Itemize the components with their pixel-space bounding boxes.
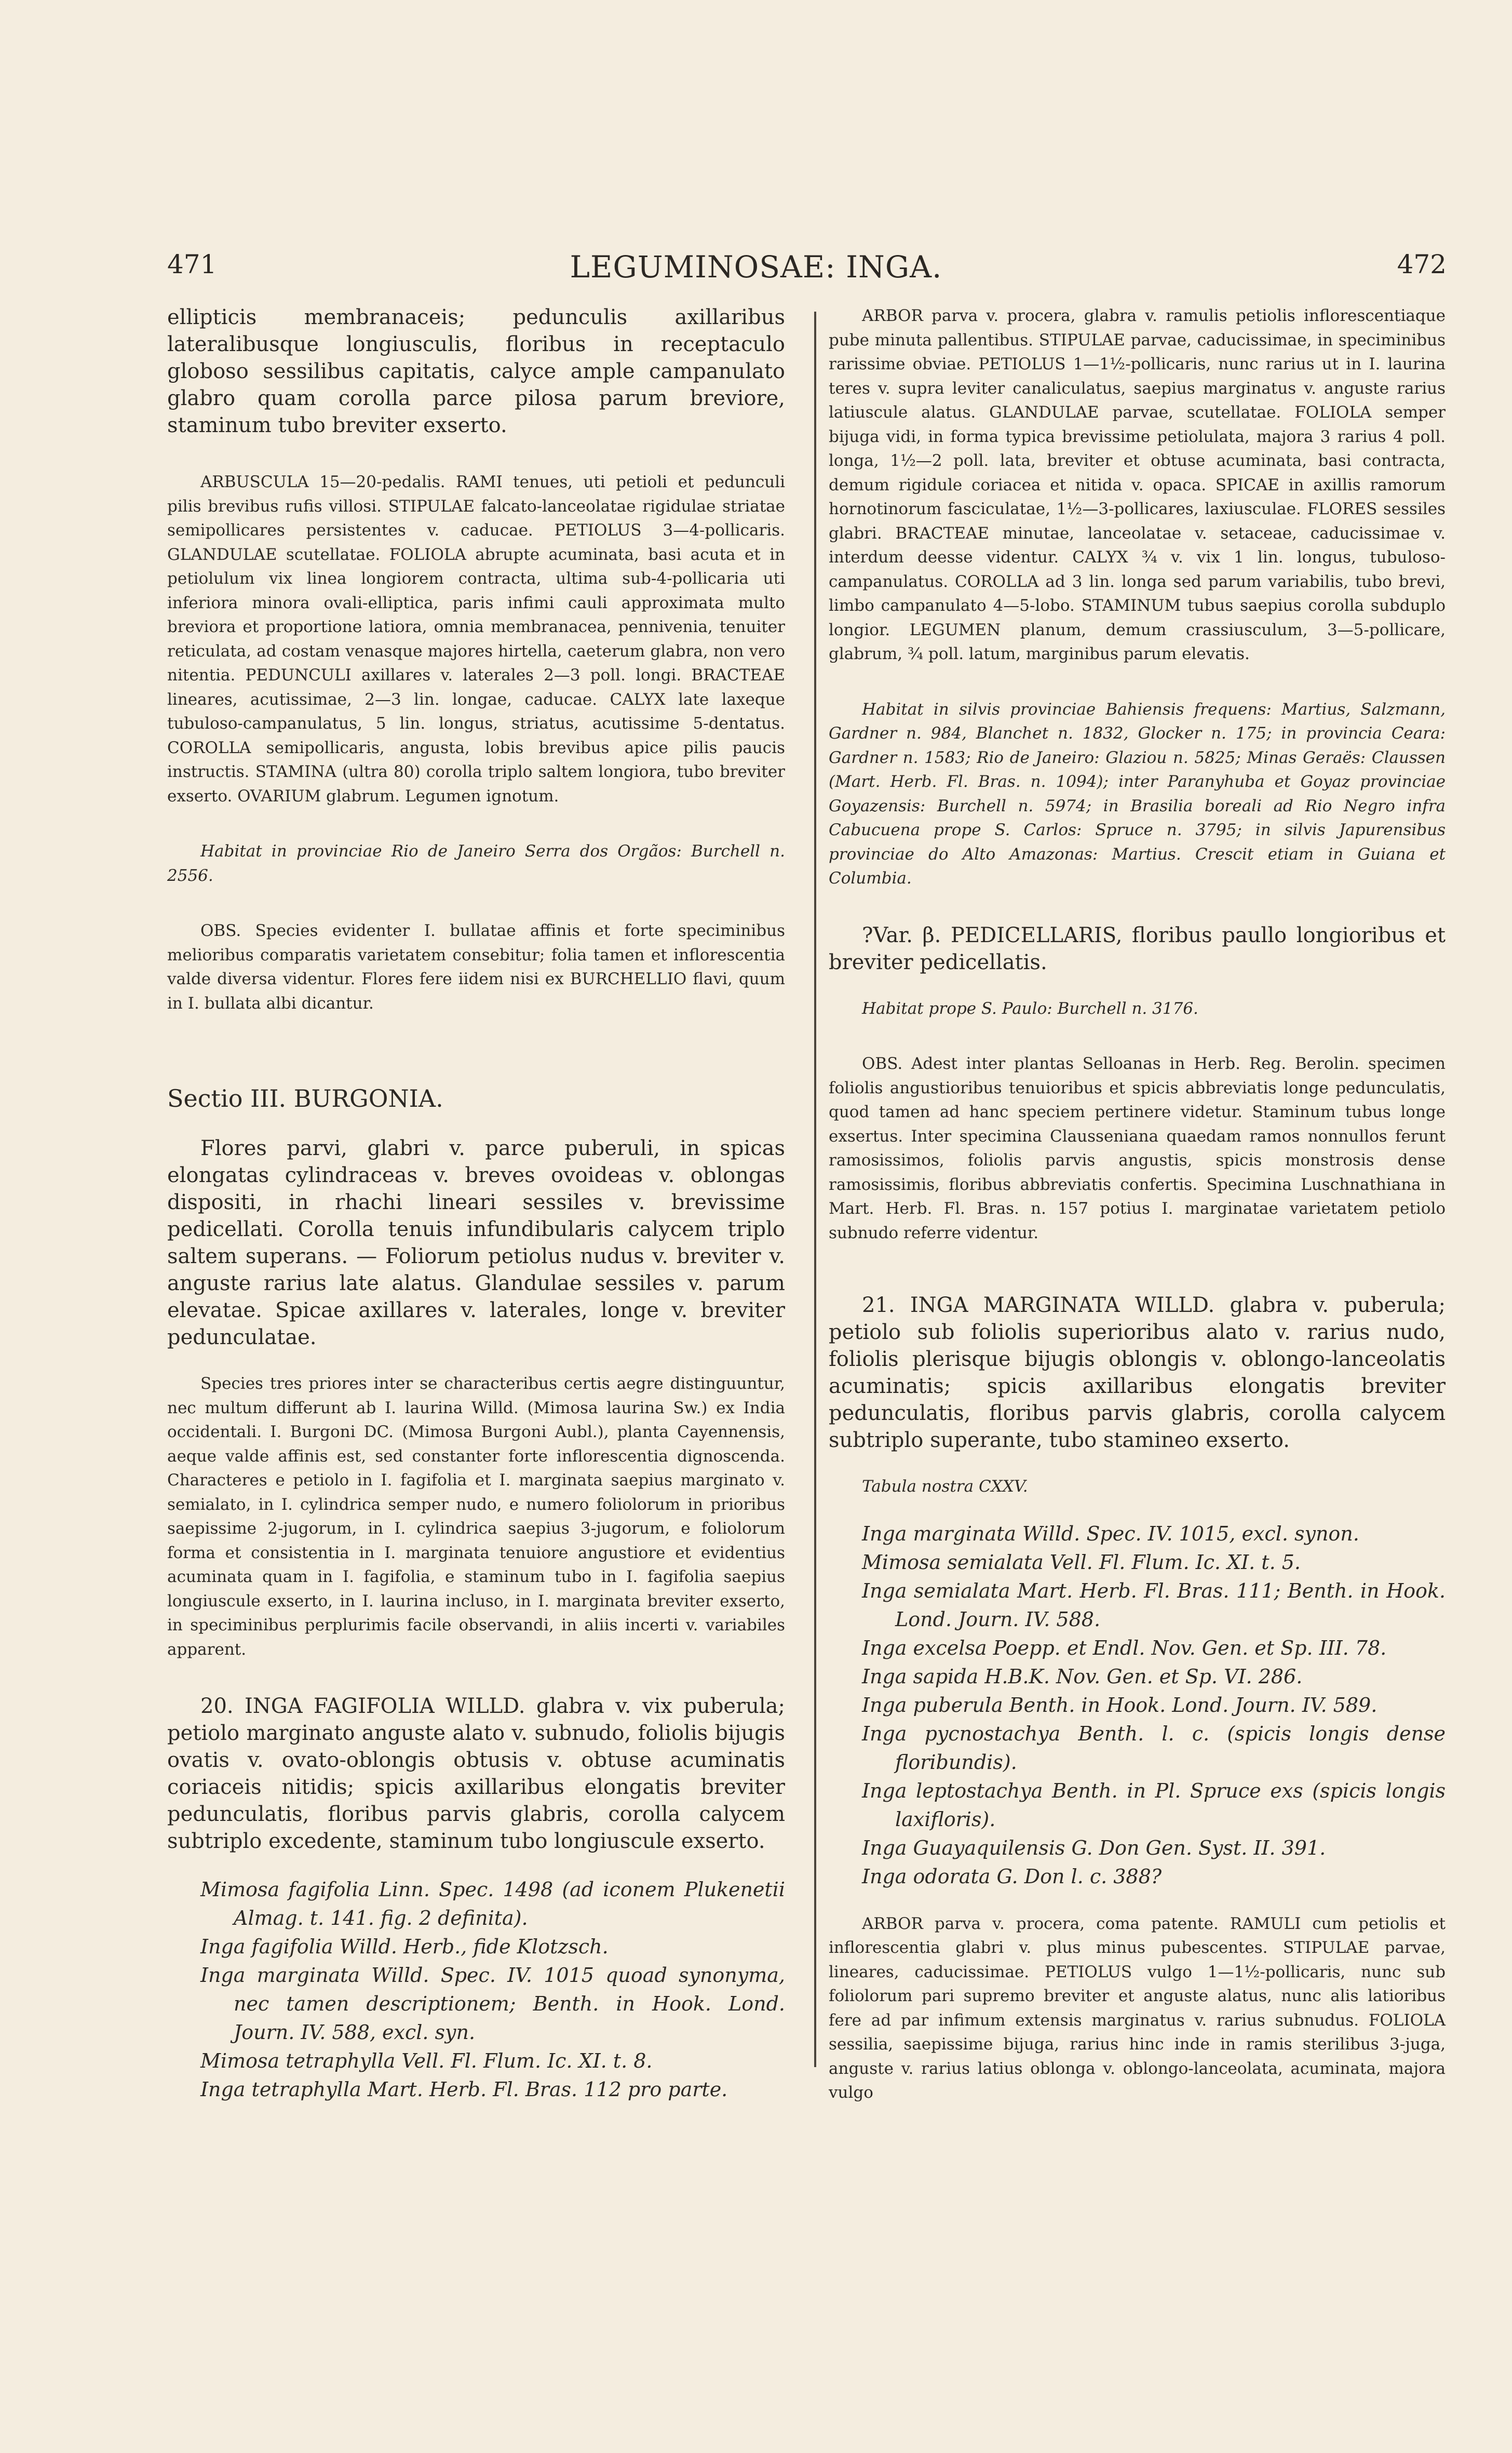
variety-note: ?Var. β. PEDICELLARIS, floribus paullo longioribus et breviter pedicellatis. (829, 923, 1446, 974)
page-number-left: 471 (167, 249, 217, 279)
section-notes: Species tres priores inter se characteribus certis aegre distinguuntur, nec multum differunt ab I. laurina Willd. (Mimosa laurina Sw.) ex India occidentali. I. Burgoni DC. (Mimosa Burgoni Aubl.), planta Cayennensis, aeque valde affinis est, sed constanter forte inflorescentia dignoscenda. Characteres e petiolo in I. fagifolia et I. marginata saepius marginato v. semialato, in I. cylindrica semper nudo, e numero foliolorum in prioribus saepissime 2-jugorum, in I. cylindrica saepius 3-jugorum, e foliolorum forma et consistentia in I. marginata tenuiore angustiore et evidentius acuminata quam in I. fagifolia, e staminum tubo in I. fagifolia saepius longiuscule exserto, in I. laurina incluso, in I. marginata breviter exserto, in speciminibus perplurimis facile observandi, in aliis incerti v. variabiles apparent. (167, 1374, 785, 1659)
synonym-line: Inga sapida H.B.K. Nov. Gen. et Sp. VI. 286. (862, 1665, 1303, 1688)
synonym-line: Mimosa fagifolia Linn. Spec. 1498 (ad iconem Plukenetii Almag. t. 141. fig. 2 definita). (200, 1878, 785, 1929)
species-21-synonyms (829, 1520, 1446, 1891)
habitat-note: Habitat in provinciae Rio de Janeiro Serra dos Orgãos: Burchell n. 2556. (167, 842, 785, 885)
species-21-description: ARBOR parva v. procera, coma patente. RAMULI cum petiolis et inflorescentia glabri v. plus minus pubescentes. STIPULAE parvae, lineares, caducissimae. PETIOLUS vulgo 1—1½-pollicaris, nunc sub foliolorum pari supremo breviter et anguste alatus, nunc alis latioribus fere ad par infimum extensis marginatus v. rarius subnudus. FOLIOLA sessilia, saepissime bijuga, rarius hinc inde in ramis sterilibus 3-juga, anguste v. rarius latius oblonga v. oblongo-lanceolata, acuminata, majora vulgo (829, 1914, 1446, 2102)
section-title: Sectio III. BURGONIA. (167, 1084, 443, 1112)
synonym-line: Mimosa tetraphylla Vell. Fl. Flum. Ic. XI. t. 8. (200, 2049, 653, 2072)
synonym-line: Inga semialata Mart. Herb. Fl. Bras. 111; Benth. in Hook. Lond. Journ. IV. 588. (862, 1579, 1446, 1631)
left-column (167, 304, 785, 2104)
synonym-line: Inga odorata G. Don l. c. 388? (862, 1865, 1162, 1888)
synonym-line: Inga excelsa Poepp. et Endl. Nov. Gen. et Sp. III. 78. (862, 1636, 1387, 1659)
synonym-line: Inga marginata Willd. Spec. IV. 1015, excl. synon. (862, 1522, 1359, 1545)
species-20-synonyms (167, 1875, 785, 2104)
section-description: Flores parvi, glabri v. parce puberuli, in spicas elongatas cylindraceas v. breves ovoideas v. oblongas dispositi, in rhachi lineari sessiles v. brevissime pedicellati. Corolla tenuis infundibularis calycem triplo saltem superans. — Foliorum petiolus nudus v. breviter v. anguste rarius late alatus. Glandulae sessiles v. parum elevatae. Spicae axillares v. laterales, longe v. breviter pedunculatae. (167, 1136, 785, 1349)
species-20-diagnosis: 20. INGA FAGIFOLIA WILLD. glabra v. vix puberula; petiolo marginato anguste alato v. subnudo, foliolis bijugis ovatis v. ovato-oblongis obtusis v. obtuse acuminatis coriaceis nitidis; spicis axillaribus elongatis breviter pedunculatis, floribus parvis glabris, corolla calycem subtriplo excedente, staminum tubo longiuscule exserto. (167, 1694, 785, 1853)
synonym-line: Inga puberula Benth. in Hook. Lond. Journ. IV. 589. (862, 1693, 1378, 1717)
species-description: ARBOR parva v. procera, glabra v. ramulis petiolis inflorescentiaque pube minuta pallentibus. STIPULAE parvae, caducissimae, in speciminibus rarissime obviae. PETIOLUS 1—1½-pollicaris, nunc rarius ut in I. laurina teres v. supra leviter canaliculatus, saepius marginatus v. anguste rarius latiuscule alatus. GLANDULAE parvae, scutellatae. FOLIOLA semper bijuga vidi, in forma typica brevissime petiolulata, majora 3 rarius 4 poll. longa, 1½—2 poll. lata, breviter et obtuse acuminata, basi contracta, demum rigidule coriacea et nitida v. opaca. SPICAE in axillis ramorum hornotinorum fasciculatae, 1½—3-pollicares, laxiusculae. FLORES sessiles glabri. BRACTEAE minutae, lanceolatae v. setaceae, caducissimae v. interdum deesse videntur. CALYX ¾ v. vix 1 lin. longus, tubuloso-campanulatus. COROLLA ad 3 lin. longa sed parum variabilis, tubo brevi, limbo campanulato 4—5-lobo. STAMINUM tubus saepius corolla subduplo longior. LEGUMEN planum, demum crassiusculum, 3—5-pollicare, glabrum, ¾ poll. latum, marginibus parum elevatis. (829, 306, 1446, 663)
observation-note: OBS. Species evidenter I. bullatae affinis et forte speciminibus melioribus comparatis varietatem consebitur; folia tamen et inflorescentia valde diversa videntur. Flores fere iidem nisi ex BURCHELLIO flavi, quum in I. bullata albi dicantur. (167, 921, 785, 1013)
habitat-note: Habitat in silvis provinciae Bahiensis frequens: Martius, Salzmann, Gardner n. 984, Blanchet n. 1832, Glocker n. 175; in provincia Ceara: Gardner n. 1583; Rio de Janeiro: Glaziou n. 5825; Minas Geraës: Claussen (Mart. Herb. Fl. Bras. n. 1094); inter Paranyhuba et Goyaz provinciae Goyazensis: Burchell n. 5974; in Brasilia boreali ad Rio Negro infra Cabucuena prope S. Carlos: Spruce n. 3795; in silvis Japurensibus provinciae do Alto Amazonas: Martius. Crescit etiam in Guiana et Columbia. (829, 700, 1446, 888)
variety-habitat: Habitat prope S. Paulo: Burchell n. 3176. (862, 999, 1198, 1018)
running-title: LEGUMINOSAE: INGA. (570, 249, 942, 285)
synonym-line: Inga pycnostachya Benth. l. c. (spicis longis dense floribundis). (862, 1722, 1446, 1774)
synonym-line: Inga leptostachya Benth. in Pl. Spruce exs (spicis longis laxifloris). (862, 1779, 1446, 1831)
plate-reference: Tabula nostra CXXV. (862, 1477, 1028, 1496)
synonym-line: Inga tetraphylla Mart. Herb. Fl. Bras. 112 pro parte. (200, 2078, 728, 2101)
species-21-diagnosis: 21. INGA MARGINATA WILLD. glabra v. puberula; petiolo sub foliolis superioribus alato v. rarius nudo, foliolis plerisque bijugis oblongis v. oblongo-lanceolatis acuminatis; spicis axillaribus elongatis breviter pedunculatis, floribus parvis glabris, corolla calycem subtriplo superante, tubo stamineo exserto. (829, 1293, 1446, 1452)
page-number-right: 472 (1397, 249, 1447, 279)
synonym-line: Inga fagifolia Willd. Herb., fide Klotzsch. (200, 1935, 609, 1958)
observation-note: OBS. Adest inter plantas Selloanas in Herb. Reg. Berolin. specimen foliolis angustioribus tenuioribus et spicis abbreviatis longe pedunculatis, quod tamen ad hanc speciem pertinere videtur. Staminum tubus longe exsertus. Inter specimina Clausseniana quaedam ramos nonnullos ferunt ramosissimos, foliolis parvis angustis, spicis monstrosis dense ramosissimis, floribus abbreviatis confertis. Specimina Luschnathiana in Mart. Herb. Fl. Bras. n. 157 potius I. marginatae varietatem petiolo subnudo referre videntur. (829, 1054, 1446, 1242)
running-header (0, 249, 1512, 286)
synonym-line: Inga marginata Willd. Spec. IV. 1015 quoad synonyma, nec tamen descriptionem; Benth. in Hook. Lond. Journ. IV. 588, excl. syn. (200, 1964, 785, 2044)
column-divider (814, 312, 816, 2067)
species-diagnosis-continued: ellipticis membranaceis; pedunculis axillaribus lateralibusque longiusculis, floribus in receptaculo globoso sessilibus capitatis, calyce ample campanulato glabro quam corolla parce pilosa parum breviore, staminum tubo breviter exserto. (167, 305, 785, 437)
species-description: ARBUSCULA 15—20-pedalis. RAMI tenues, uti petioli et pedunculi pilis brevibus rufis villosi. STIPULAE falcato-lanceolatae rigidulae striatae semipollicares persistentes v. caducae. PETIOLUS 3—4-pollicaris. GLANDULAE scutellatae. FOLIOLA abrupte acuminata, basi acuta et in petiolulum vix linea longiorem contracta, ultima sub-4-pollicaria uti inferiora minora ovali-elliptica, paris infimi cauli approximata multo breviora et proportione latiora, omnia membranacea, pennivenia, tenuiter reticulata, ad costam venasque majores hirtella, caeterum glabra, non vero nitentia. PEDUNCULI axillares v. laterales 2—3 poll. longi. BRACTEAE lineares, acutissimae, 2—3 lin. longae, caducae. CALYX late laxeque tubuloso-campanulatus, 5 lin. longus, striatus, acutissime 5-dentatus. COROLLA semipollicaris, angusta, lobis brevibus apice pilis paucis instructis. STAMINA (ultra 80) corolla triplo saltem longiora, tubo breviter exserto. OVARIUM glabrum. Legumen ignotum. (167, 473, 785, 806)
right-column (829, 304, 1446, 2105)
synonym-line: Inga Guayaquilensis G. Don Gen. Syst. II. 391. (862, 1836, 1326, 1859)
synonym-line: Mimosa semialata Vell. Fl. Flum. Ic. XI. t. 5. (862, 1550, 1301, 1574)
